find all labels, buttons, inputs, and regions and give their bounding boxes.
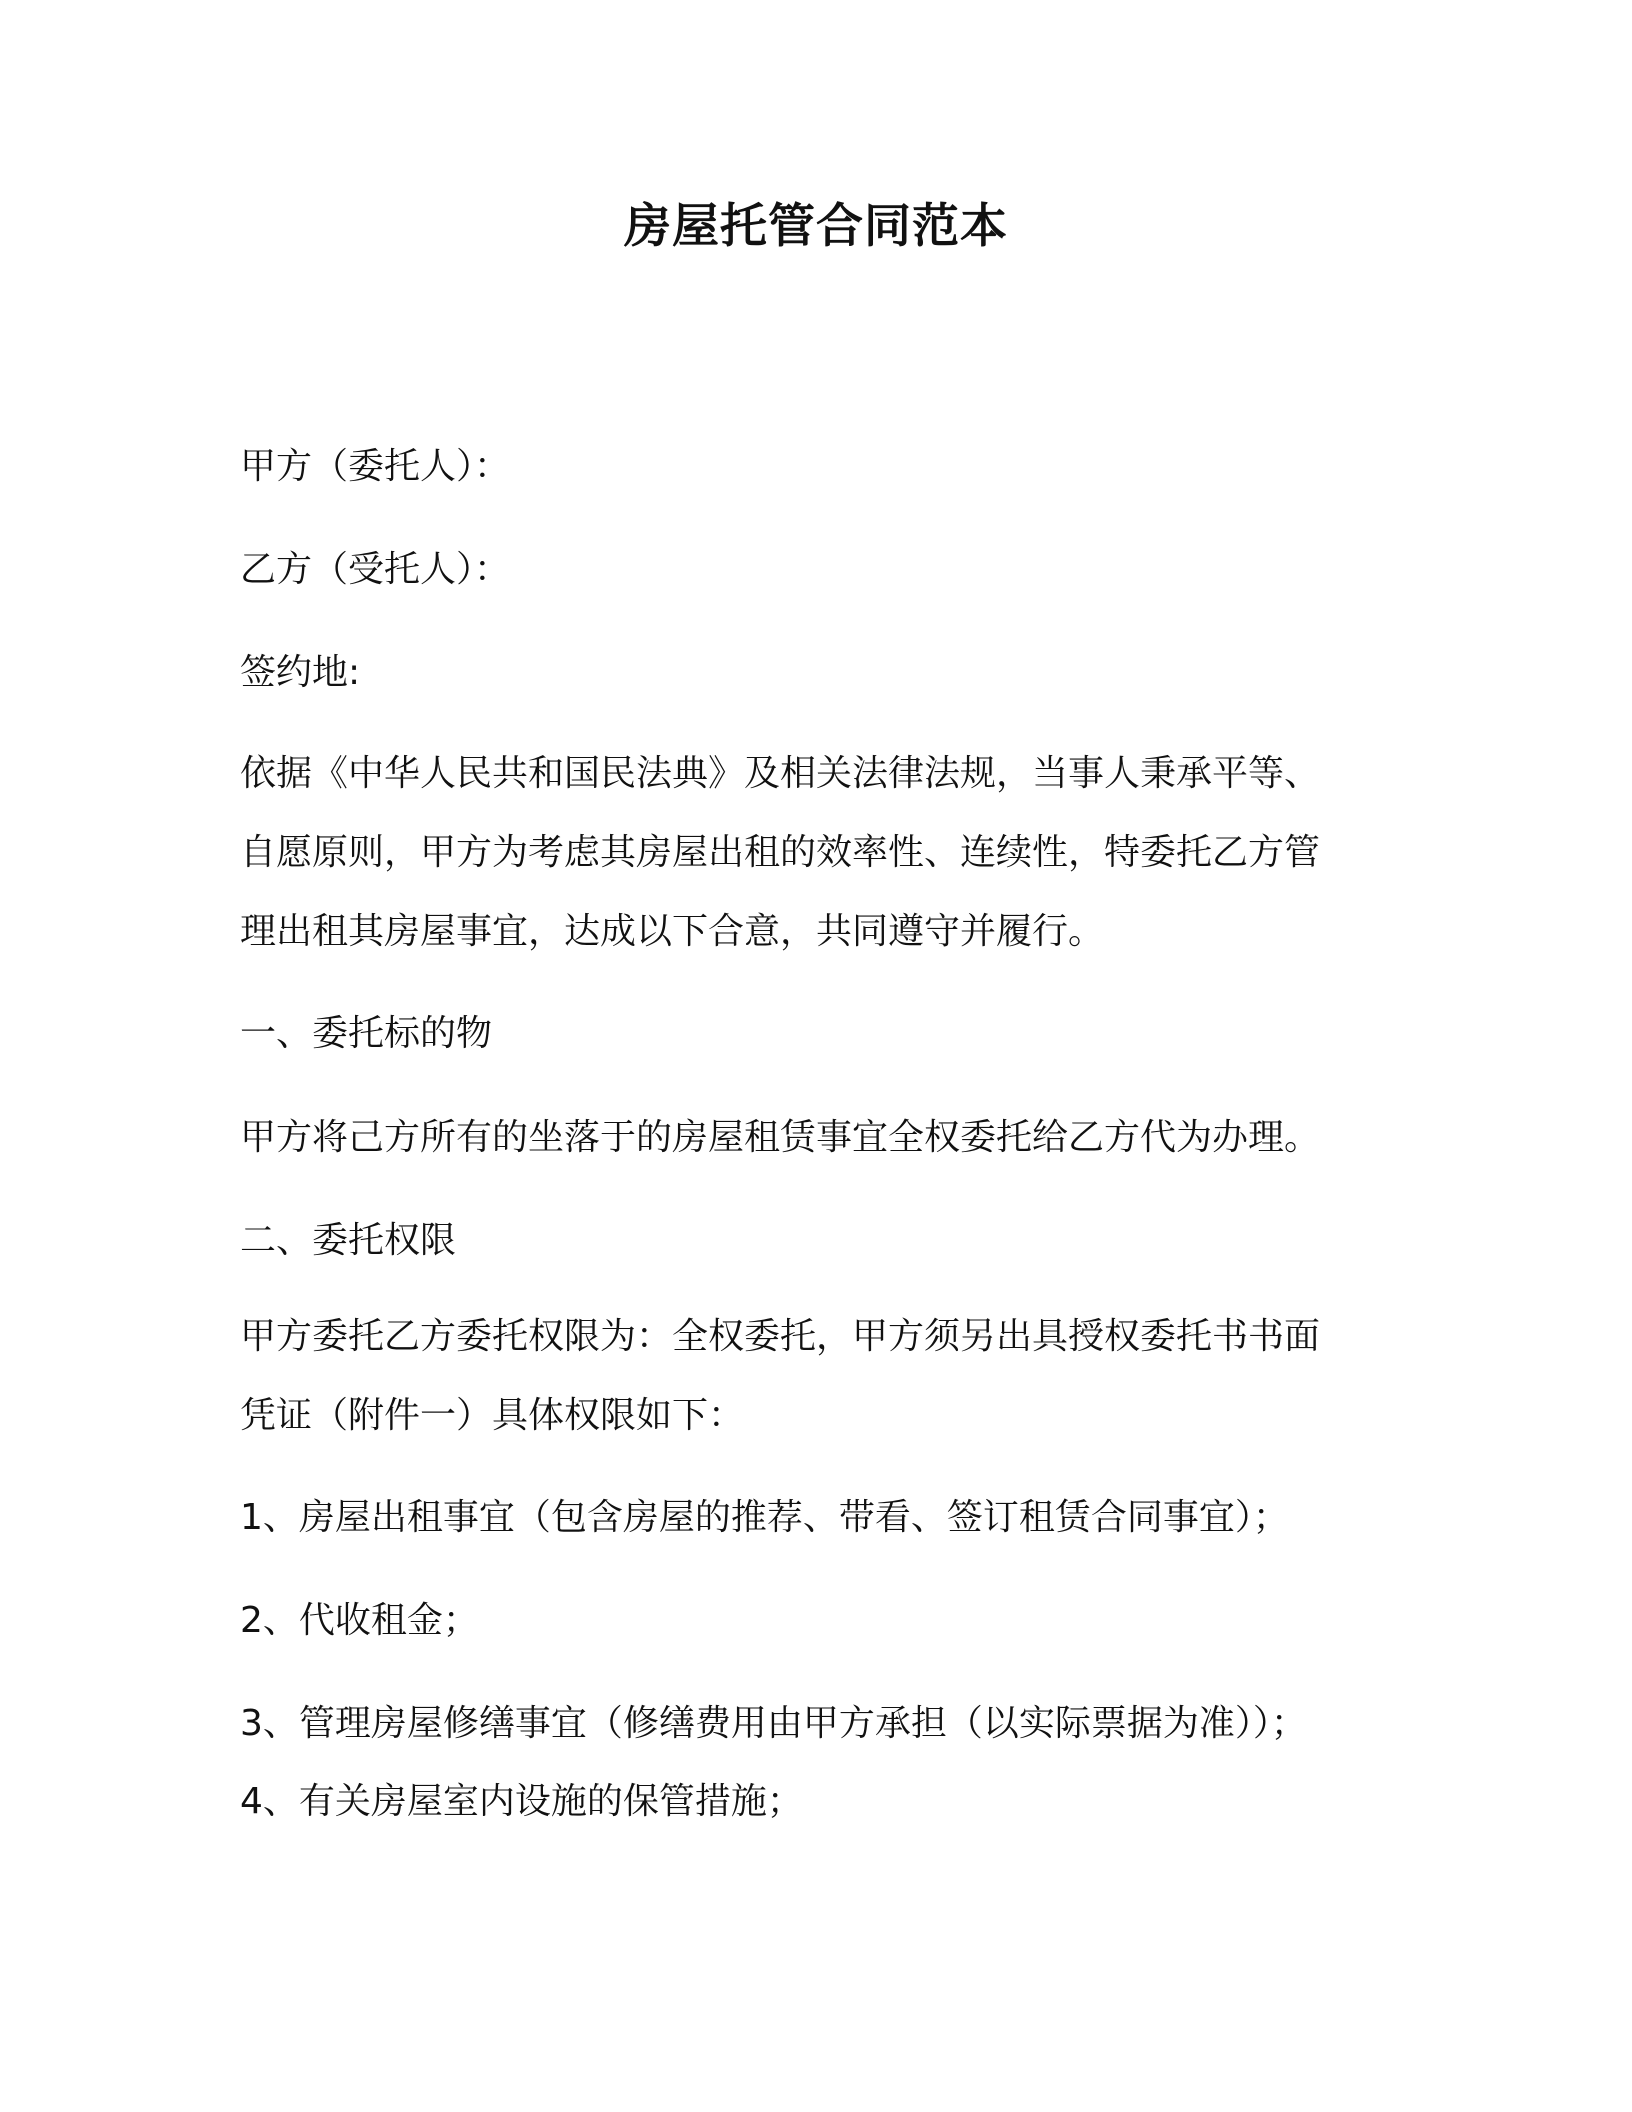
list-item: 3、管理房屋修缮事宜（修缮费用由甲方承担（以实际票据为准））； — [240, 1703, 1307, 1744]
list-item: 4、有关房屋室内设施的保管措施； — [240, 1781, 803, 1822]
section-2-line: 凭证（附件一）具体权限如下： — [240, 1395, 745, 1436]
section-1-text: 甲方将己方所有的坐落于的房屋租赁事宜全权委托给乙方代为办理。 — [240, 1117, 1321, 1158]
section-1-heading: 一、委托标的物 — [240, 1013, 493, 1054]
preamble-line: 自愿原则，甲方为考虑其房屋出租的效率性、连续性，特委托乙方管 — [240, 832, 1321, 873]
preamble-line: 理出租其房屋事宜，达成以下合意，共同遵守并履行。 — [240, 911, 1105, 952]
list-item: 1、房屋出租事宜（包含房屋的推荐、带看、签订租赁合同事宜）； — [240, 1497, 1289, 1538]
party-a-line: 甲方（委托人）： — [240, 446, 511, 487]
signing-place-line: 签约地: — [240, 652, 361, 693]
section-2-paragraph — [240, 1297, 1360, 1455]
party-b-line: 乙方（受托人）： — [240, 549, 511, 590]
list-item: 2、代收租金； — [240, 1600, 479, 1641]
section-2-heading: 二、委托权限 — [240, 1220, 457, 1261]
preamble-line: 依据《中华人民共和国民法典》及相关法律法规，当事人秉承平等、 — [240, 753, 1321, 794]
document-title: 房屋托管合同范本 — [624, 199, 1008, 254]
preamble-paragraph — [240, 734, 1360, 971]
section-2-line: 甲方委托乙方委托权限为：全权委托，甲方须另出具授权委托书书面 — [240, 1316, 1321, 1357]
